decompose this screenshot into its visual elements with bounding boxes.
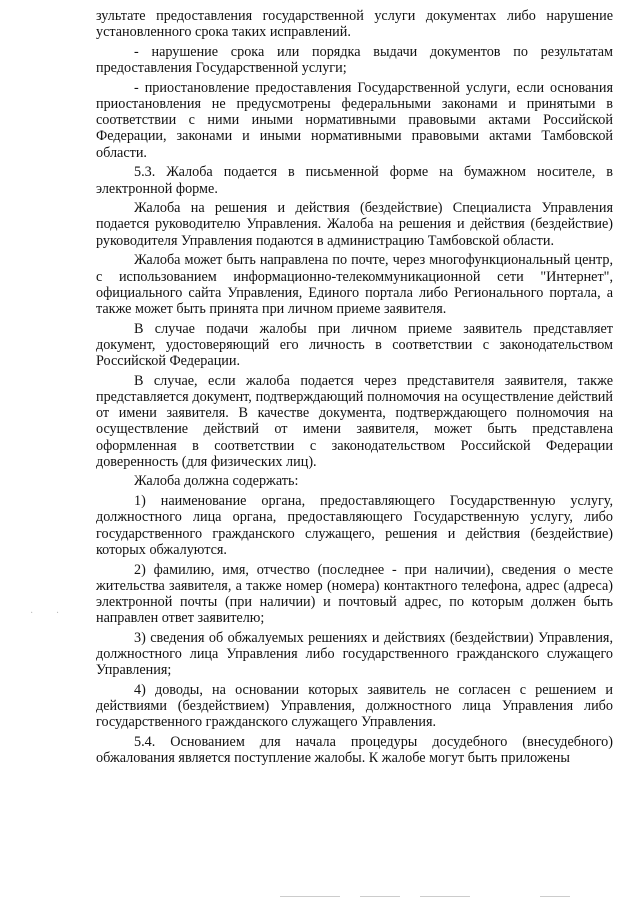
paragraph-3: - приостановление предоставления Государственной услуги, если основания приостановления не предусмотрены федеральными законами и принятыми в соответствии с ними иными нормативными правовыми актами Российской Федерации, законами и иными нормативными правовыми актами Тамбовской области. [96,79,613,161]
scan-stroke [360,896,400,897]
scan-stroke [280,896,340,897]
paragraph-9: Жалоба должна содержать: [134,473,299,490]
paragraph-5: Жалоба на решения и действия (бездействие) Специалиста Управления подается руководителю Управления. Жалоба на решения и действия (бездействие) руководителя Управления подаются в администрацию Тамбовской области. [96,200,613,249]
scan-footer-marks [280,893,620,899]
list-item-1: 1) наименование органа, предоставляющего Государственную услугу, должностного лица органа, предоставляющего Государственную услугу, либо государственного гражданского служащего, решения и действия (бездействие) которых обжалуются. [96,493,613,558]
paragraph-1: зультате предоставления государственной услуги документах либо нарушение установленного срока таких исправлений. [96,8,613,41]
paragraph-8: В случае, если жалоба подается через представителя заявителя, также представляется документ, подтверждающий полномочия на осуществление действий от имени заявителя. В качестве документа, подтверждающего полномочия на осуществление действий от имени заявителя, может быть представлена оформленная в соответствии с законодательством Российской Федерации доверенность (для физических лиц). [96,372,613,470]
list-item-4: 4) доводы, на основании которых заявитель не согласен с решением и действиями (бездействием) Управления, должностного лица Управления либо государственного гражданского служащего Управления. [96,681,613,731]
list-item-3: 3) сведения об обжалуемых решениях и действиях (бездействии) Управления, должностного лица Управления либо государственного гражданского служащего Управления; [96,629,613,679]
paragraph-6: Жалоба может быть направлена по почте, через многофункциональный центр, с использованием информационно-телекоммуникационной сети "Интернет", официального сайта Управления, Единого портала либо Регионального портала, а также может быть принята при личном приеме заявителя. [96,252,613,317]
paragraph-10: 5.4. Основанием для начала процедуры досудебного (внесудебного) обжалования является поступление жалобы. К жалобе могут быть приложены [96,734,613,767]
paragraph-4: 5.3. Жалоба подается в письменной форме на бумажном носителе, в электронной форме. [96,164,613,197]
scan-margin-mark: · · [30,608,70,619]
document-body [96,8,613,766]
list-item-2: 2) фамилию, имя, отчество (последнее - при наличии), сведения о месте жительства заявителя, а также номер (номера) контактного телефона, адрес (адреса) электронной почты (при наличии) и почтовый адрес, по которым должен быть направлен ответ заявителю; [96,561,613,627]
paragraph-7: В случае подачи жалобы при личном приеме заявитель представляет документ, удостоверяющий его личность в соответствии с законодательством Российской Федерации. [96,320,613,370]
scan-stroke [540,896,570,897]
scan-stroke [420,896,470,897]
paragraph-2: - нарушение срока или порядка выдачи документов по результатам предоставления Государственной услуги; [96,43,613,77]
